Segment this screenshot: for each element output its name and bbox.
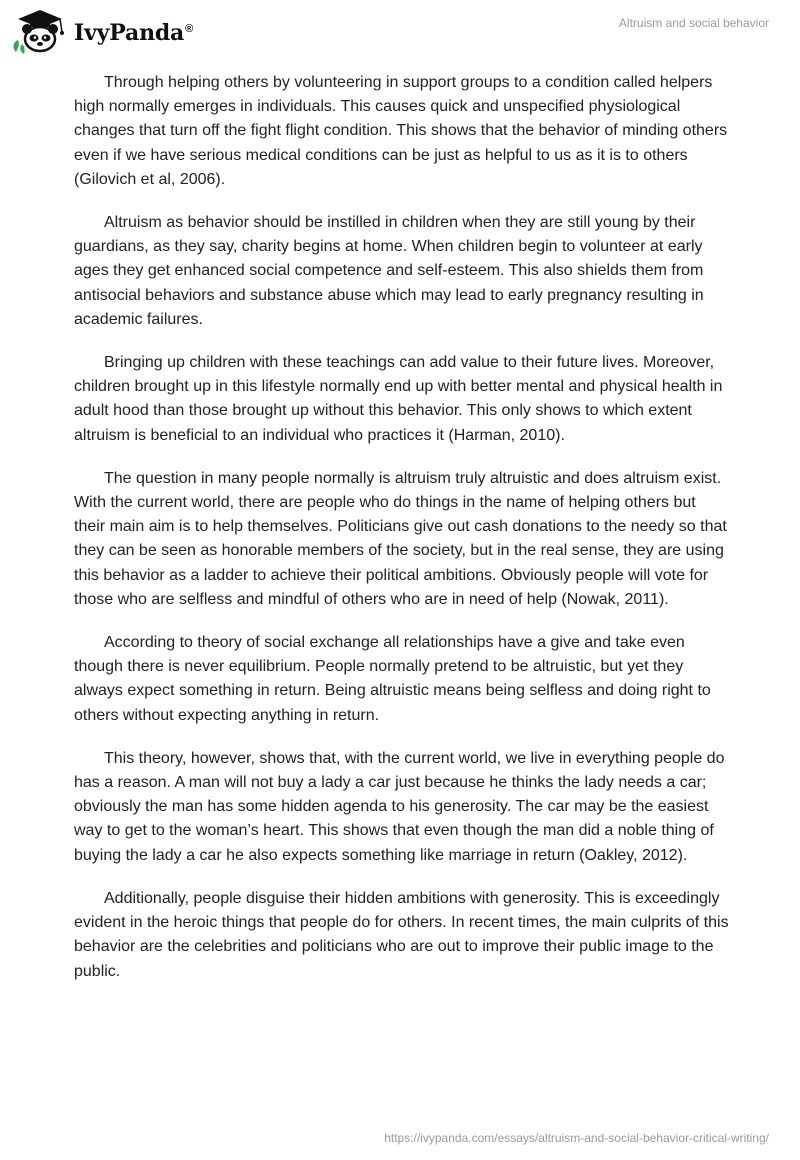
document-title: Altruism and social behavior <box>618 16 769 30</box>
brand-name: IvyPanda® <box>74 20 194 46</box>
paragraph: Altruism as behavior should be instilled in children when they are still young by their guardians, as they say, charity begins at home. When children begin to volunteer at early ages they get enhanced social competence and self-esteem. This also shields them from antisocial behaviors and substance abuse which may lead to early pregnancy resulting in academic failures. <box>74 214 704 328</box>
paragraph: Additionally, people disguise their hidden ambitions with generosity. This is exceedingly evident in the heroic things that people do for others. In recent times, the main culprits of this behavior are the celebrities and politicians who are out to improve their public image to the public. <box>74 889 729 980</box>
paragraph: According to theory of social exchange all relationships have a give and take even though there is never equilibrium. People normally pretend to be altruistic, but yet they always expect something in return. Being altruistic means being selfless and doing right to others without expecting anything in return. <box>74 634 711 724</box>
registered-mark: ® <box>185 22 194 35</box>
paragraph: Through helping others by volunteering in support groups to a condition called helpers high normally emerges in individuals. This causes quick and unspecified physiological changes that turn off the fight flight condition. This shows that the behavior of minding others even if we have serious medical conditions can be just as helpful to us as it is to others (Gilovich et al, 2006). <box>74 74 728 188</box>
paragraph: This theory, however, shows that, with the current world, we live in everything people do has a reason. A man will not buy a lady a car just because he thinks the lady needs a car; obviously the man has some hidden agenda to his generosity. The car may be the easiest way to get to the woman’s heart. This shows that even though the man did a noble thing of buying the lady a car he also expects something like marriage in return (Oakley, 2012). <box>74 749 725 864</box>
source-url-link[interactable]: https://ivypanda.com/essays/altruism-and-social-behavior-critical-writing/ <box>384 1131 769 1145</box>
page-header <box>0 0 800 60</box>
panda-graduate-icon <box>10 8 72 54</box>
paragraph: Bringing up children with these teachings can add value to their future lives. Moreover, children brought up in this lifestyle normally end up with better mental and physical health in adult hood than those brought up without this behavior. This only shows to which extent altruism is beneficial to an individual who practices it (Harman, 2010). <box>74 354 723 444</box>
essay-body <box>74 71 730 1003</box>
paragraph: The question in many people normally is altruism truly altruistic and does altruism exist. With the current world, there are people who do things in the name of helping others but their main aim is to help themselves. Politicians give out cash donations to the needy so that they can be seen as honorable members of the society, but in the real sense, they are using this behavior as a ladder to achieve their political ambitions. Obviously people will vote for those who are selfless and mindful of others who are in need of help (Nowak, 2011). <box>74 469 727 608</box>
ivypanda-logo[interactable] <box>10 8 193 54</box>
